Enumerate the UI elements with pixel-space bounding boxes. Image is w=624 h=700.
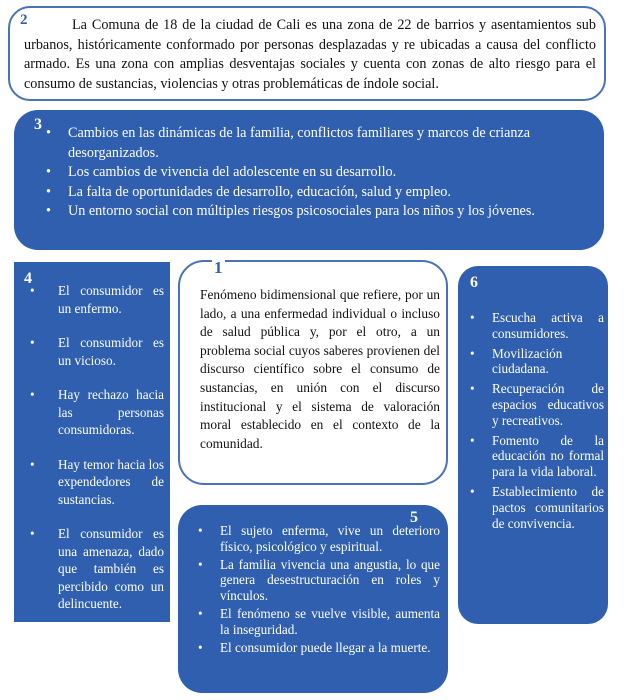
box-number-5: 5 bbox=[410, 509, 418, 526]
social-perceptions-list bbox=[28, 282, 164, 630]
bullet-icon: • bbox=[46, 203, 51, 219]
bullet-icon: • bbox=[46, 125, 51, 141]
bullet-icon: • bbox=[470, 381, 475, 397]
actions-list bbox=[470, 310, 604, 535]
bullet-icon: • bbox=[30, 456, 35, 472]
bullet-icon: • bbox=[198, 523, 203, 538]
list-item: • El consumidor puede llegar a la muerte. bbox=[198, 639, 431, 655]
box-number-1: 1 bbox=[214, 258, 223, 277]
bullet-icon: • bbox=[30, 335, 35, 350]
risk-factors-list bbox=[44, 124, 604, 222]
box-number-6: 6 bbox=[470, 274, 478, 291]
list-item: • El sujeto enferma, vive un deterioro físico, psicológico y espiritual. bbox=[198, 523, 440, 554]
bullet-icon: • bbox=[198, 605, 203, 621]
consequences-box bbox=[178, 505, 448, 693]
bullet-icon: • bbox=[470, 345, 475, 361]
definition-box bbox=[178, 260, 448, 485]
list-item: • Hay temor hacia los expendedores de sustancias. bbox=[30, 456, 164, 507]
list-item: • Un entorno social con múltiples riesgos psicosociales para los niños y los jóvenes. bbox=[44, 202, 604, 222]
risk-factors-box bbox=[14, 110, 604, 250]
list-item: • Escucha activa a consumidores. bbox=[470, 310, 604, 341]
bullet-icon: • bbox=[30, 526, 35, 541]
bullet-icon: • bbox=[30, 283, 35, 298]
bullet-icon: • bbox=[470, 483, 475, 499]
context-box bbox=[8, 6, 606, 101]
bullet-icon: • bbox=[470, 432, 475, 448]
bullet-icon: • bbox=[46, 164, 51, 180]
list-item: • Fomento de la educación no formal para la vida laboral. bbox=[470, 432, 604, 480]
box-number-3: 3 bbox=[34, 116, 42, 133]
bullet-icon: • bbox=[470, 310, 475, 325]
bullet-icon: • bbox=[198, 639, 203, 655]
bullet-icon: • bbox=[46, 183, 51, 200]
list-item: • Movilización ciudadana. bbox=[470, 345, 563, 377]
list-item: • Los cambios de vivencia del adolescente en su desarrollo. bbox=[44, 163, 604, 183]
list-item: • Recuperación de espacios educativos y recreativos. bbox=[470, 381, 604, 428]
list-item: • Establecimiento de pactos comunitarios de convivencia. bbox=[470, 483, 604, 531]
list-item: • El consumidor es un enfermo. bbox=[30, 283, 164, 316]
box-number-4: 4 bbox=[24, 270, 32, 287]
list-item: • La falta de oportunidades de desarrollo, educación, salud y empleo. bbox=[44, 183, 604, 203]
list-item: • Hay rechazo hacia las personas consumidoras. bbox=[30, 387, 164, 437]
list-item: • La familia vivencia una angustia, lo que genera desestructuración en roles y vínculos. bbox=[198, 556, 440, 604]
definition-text: Fenómeno bidimensional que refiere, por un lado, a una enfermedad individual o incluso de salud pública y, por el otro, a un problema social cuyos saberes provienen del discurso científico sobre el consumo de sustancias, en unión con el discurso institucional y el sistema de valoración moral establecido en el contexto de la comunidad. bbox=[200, 287, 440, 451]
actions-box bbox=[458, 266, 608, 624]
bullet-icon: • bbox=[198, 556, 203, 572]
list-item: • El consumidor es un vicioso. bbox=[30, 335, 164, 368]
social-perceptions-box bbox=[14, 262, 170, 622]
list-item: • El fenómeno se vuelve visible, aumenta la inseguridad. bbox=[198, 605, 440, 637]
consequences-list bbox=[196, 523, 440, 657]
box-number-2: 2 bbox=[20, 12, 28, 28]
list-item: • Cambios en las dinámicas de la familia, conflictos familiares y marcos de crianza desorganizados. bbox=[46, 125, 531, 161]
bullet-icon: • bbox=[30, 387, 35, 402]
context-text: La Comuna de 18 de la ciudad de Cali es una zona de 22 de barrios y asentamientos sub urbanos, históricamente conformado por personas desplazadas y re ubicadas a causa del conflicto armado. Es una zona con amplias desventajas sociales y cuenta con zonas de alto riesgo para el consumo de sustancias, violencias y otras problemáticas de índole social. bbox=[24, 17, 596, 92]
list-item: • El consumidor es una amenaza, dado que también es percibido como un delincuente. bbox=[30, 526, 164, 611]
